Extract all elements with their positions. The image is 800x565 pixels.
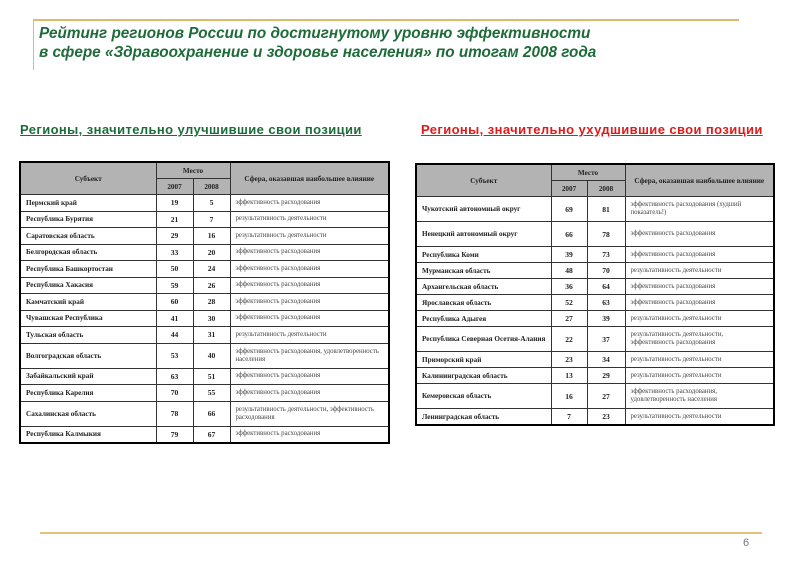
subject-cell: Сахалинская область — [20, 401, 156, 426]
table-row — [416, 368, 774, 384]
place-2007-cell: 66 — [551, 222, 587, 247]
subject-cell: Чувашская Республика — [20, 310, 156, 327]
subject-cell: Чукотский автономный округ — [416, 197, 551, 222]
table-row — [416, 295, 774, 311]
place-2008-cell: 70 — [587, 263, 625, 279]
subject-cell: Республика Адыгея — [416, 311, 551, 327]
sphere-cell: эффективность расходования — [625, 222, 774, 247]
table-row — [416, 327, 774, 352]
place-2007-cell: 13 — [551, 368, 587, 384]
place-2008-cell: 23 — [587, 409, 625, 426]
place-2007-cell: 79 — [156, 426, 193, 443]
place-2007-cell: 23 — [551, 352, 587, 368]
subject-cell: Республика Карелия — [20, 385, 156, 402]
sphere-cell: эффективность расходования — [625, 279, 774, 295]
table-row — [416, 197, 774, 222]
sphere-cell: эффективность расходования, удовлетворенность населения — [625, 384, 774, 409]
sphere-cell: эффективность расходования — [230, 310, 389, 327]
place-2008-cell: 81 — [587, 197, 625, 222]
place-2007-cell: 29 — [156, 228, 193, 245]
sphere-cell: результативность деятельности — [625, 263, 774, 279]
subject-cell: Республика Северная Осетия-Алания — [416, 327, 551, 352]
place-2008-cell: 28 — [193, 294, 230, 311]
place-2008-cell: 66 — [193, 401, 230, 426]
place-2008-cell: 64 — [587, 279, 625, 295]
place-2008-cell: 20 — [193, 244, 230, 261]
place-2008-cell: 34 — [587, 352, 625, 368]
place-2008-cell: 55 — [193, 385, 230, 402]
table-row — [20, 277, 389, 294]
place-2008-cell: 63 — [587, 295, 625, 311]
sphere-cell: результативность деятельности — [230, 327, 389, 344]
subject-cell: Саратовская область — [20, 228, 156, 245]
sphere-cell: эффективность расходования — [230, 195, 389, 212]
footer-divider — [40, 532, 762, 534]
sphere-cell: результативность деятельности — [625, 409, 774, 426]
subject-cell: Ненецкий автономный округ — [416, 222, 551, 247]
place-2008-cell: 67 — [193, 426, 230, 443]
sphere-cell: эффективность расходования — [625, 295, 774, 311]
place-2008-cell: 24 — [193, 261, 230, 278]
title-line-1: Рейтинг регионов России по достигнутому уровню эффективности — [39, 25, 591, 42]
sphere-cell: результативность деятельности — [625, 352, 774, 368]
header-subject: Субъект — [416, 164, 551, 197]
place-2008-cell: 40 — [193, 343, 230, 368]
subject-cell: Пермский край — [20, 195, 156, 212]
subject-cell: Мурманская область — [416, 263, 551, 279]
subject-cell: Ленинградская область — [416, 409, 551, 426]
place-2007-cell: 16 — [551, 384, 587, 409]
sphere-cell: результативность деятельности — [230, 228, 389, 245]
table-row — [20, 426, 389, 443]
subject-cell: Волгоградская область — [20, 343, 156, 368]
table-row — [20, 294, 389, 311]
subject-cell: Калининградская область — [416, 368, 551, 384]
table-row — [416, 409, 774, 426]
subject-cell: Кемеровская область — [416, 384, 551, 409]
header-place: Место — [551, 164, 625, 181]
header-2008: 2008 — [193, 179, 230, 195]
sphere-cell: эффективность расходования — [230, 294, 389, 311]
place-2007-cell: 70 — [156, 385, 193, 402]
subject-cell: Приморский край — [416, 352, 551, 368]
sphere-cell: эффективность расходования (худший показатель!) — [625, 197, 774, 222]
sphere-cell: эффективность расходования — [230, 385, 389, 402]
worsened-table — [415, 163, 775, 426]
place-2007-cell: 39 — [551, 247, 587, 263]
place-2008-cell: 27 — [587, 384, 625, 409]
place-2007-cell: 50 — [156, 261, 193, 278]
place-2007-cell: 36 — [551, 279, 587, 295]
sphere-cell: результативность деятельности, эффективность расходования — [625, 327, 774, 352]
place-2007-cell: 53 — [156, 343, 193, 368]
header-2007: 2007 — [156, 179, 193, 195]
subject-cell: Республика Бурятия — [20, 211, 156, 228]
place-2008-cell: 37 — [587, 327, 625, 352]
table-row — [20, 261, 389, 278]
place-2007-cell: 44 — [156, 327, 193, 344]
sphere-cell: результативность деятельности, эффективность расходования — [230, 401, 389, 426]
table-row — [416, 352, 774, 368]
place-2008-cell: 78 — [587, 222, 625, 247]
header-place: Место — [156, 162, 230, 179]
table-row — [20, 343, 389, 368]
subject-cell: Тульская область — [20, 327, 156, 344]
place-2008-cell: 73 — [587, 247, 625, 263]
table-row — [416, 263, 774, 279]
sphere-cell: эффективность расходования — [230, 277, 389, 294]
subject-cell: Архангельская область — [416, 279, 551, 295]
place-2007-cell: 19 — [156, 195, 193, 212]
sphere-cell: эффективность расходования, удовлетворенность населения — [230, 343, 389, 368]
place-2007-cell: 78 — [156, 401, 193, 426]
table-row — [20, 244, 389, 261]
subject-cell: Забайкальский край — [20, 368, 156, 385]
slide-title — [39, 24, 596, 62]
table-row — [20, 385, 389, 402]
subject-cell: Белгородская область — [20, 244, 156, 261]
header-2008: 2008 — [587, 181, 625, 197]
subject-cell: Республика Башкортостан — [20, 261, 156, 278]
place-2007-cell: 48 — [551, 263, 587, 279]
place-2007-cell: 33 — [156, 244, 193, 261]
place-2008-cell: 5 — [193, 195, 230, 212]
header-2007: 2007 — [551, 181, 587, 197]
subject-cell: Республика Коми — [416, 247, 551, 263]
sphere-cell: эффективность расходования — [230, 368, 389, 385]
sphere-cell: эффективность расходования — [230, 261, 389, 278]
sphere-cell: эффективность расходования — [230, 426, 389, 443]
subject-cell: Ярославская область — [416, 295, 551, 311]
place-2007-cell: 41 — [156, 310, 193, 327]
table-row — [416, 247, 774, 263]
table-row — [20, 401, 389, 426]
sphere-cell: эффективность расходования — [230, 244, 389, 261]
improved-table — [19, 161, 390, 444]
header-subject: Субъект — [20, 162, 156, 195]
place-2007-cell: 27 — [551, 311, 587, 327]
place-2008-cell: 51 — [193, 368, 230, 385]
subject-cell: Камчатский край — [20, 294, 156, 311]
table-row — [416, 311, 774, 327]
header-sphere: Сфера, оказавшая наибольшее влияние — [625, 164, 774, 197]
place-2007-cell: 63 — [156, 368, 193, 385]
title-line-2: в сфере «Здравоохранение и здоровье населения» по итогам 2008 года — [39, 44, 597, 61]
place-2007-cell: 21 — [156, 211, 193, 228]
table-row — [20, 211, 389, 228]
place-2007-cell: 69 — [551, 197, 587, 222]
improved-heading: Регионы, значительно улучшившие свои позиции — [20, 122, 362, 137]
place-2007-cell: 7 — [551, 409, 587, 426]
sphere-cell: эффективность расходования — [625, 247, 774, 263]
header-sphere: Сфера, оказавшая наибольшее влияние — [230, 162, 389, 195]
page-number: 6 — [743, 537, 750, 549]
worsened-heading: Регионы, значительно ухудшившие свои позиции — [421, 122, 763, 137]
table-row — [20, 368, 389, 385]
place-2008-cell: 30 — [193, 310, 230, 327]
place-2008-cell: 29 — [587, 368, 625, 384]
place-2008-cell: 16 — [193, 228, 230, 245]
table-row — [20, 327, 389, 344]
table-row — [20, 228, 389, 245]
place-2008-cell: 7 — [193, 211, 230, 228]
sphere-cell: результативность деятельности — [230, 211, 389, 228]
place-2007-cell: 52 — [551, 295, 587, 311]
place-2007-cell: 22 — [551, 327, 587, 352]
sphere-cell: результативность деятельности — [625, 311, 774, 327]
place-2008-cell: 39 — [587, 311, 625, 327]
table-row — [416, 279, 774, 295]
place-2007-cell: 59 — [156, 277, 193, 294]
table-row — [416, 222, 774, 247]
place-2008-cell: 26 — [193, 277, 230, 294]
subject-cell: Республика Хакасия — [20, 277, 156, 294]
table-row — [20, 310, 389, 327]
place-2007-cell: 60 — [156, 294, 193, 311]
table-row — [20, 195, 389, 212]
sphere-cell: результативность деятельности — [625, 368, 774, 384]
place-2008-cell: 31 — [193, 327, 230, 344]
table-row — [416, 384, 774, 409]
subject-cell: Республика Калмыкия — [20, 426, 156, 443]
